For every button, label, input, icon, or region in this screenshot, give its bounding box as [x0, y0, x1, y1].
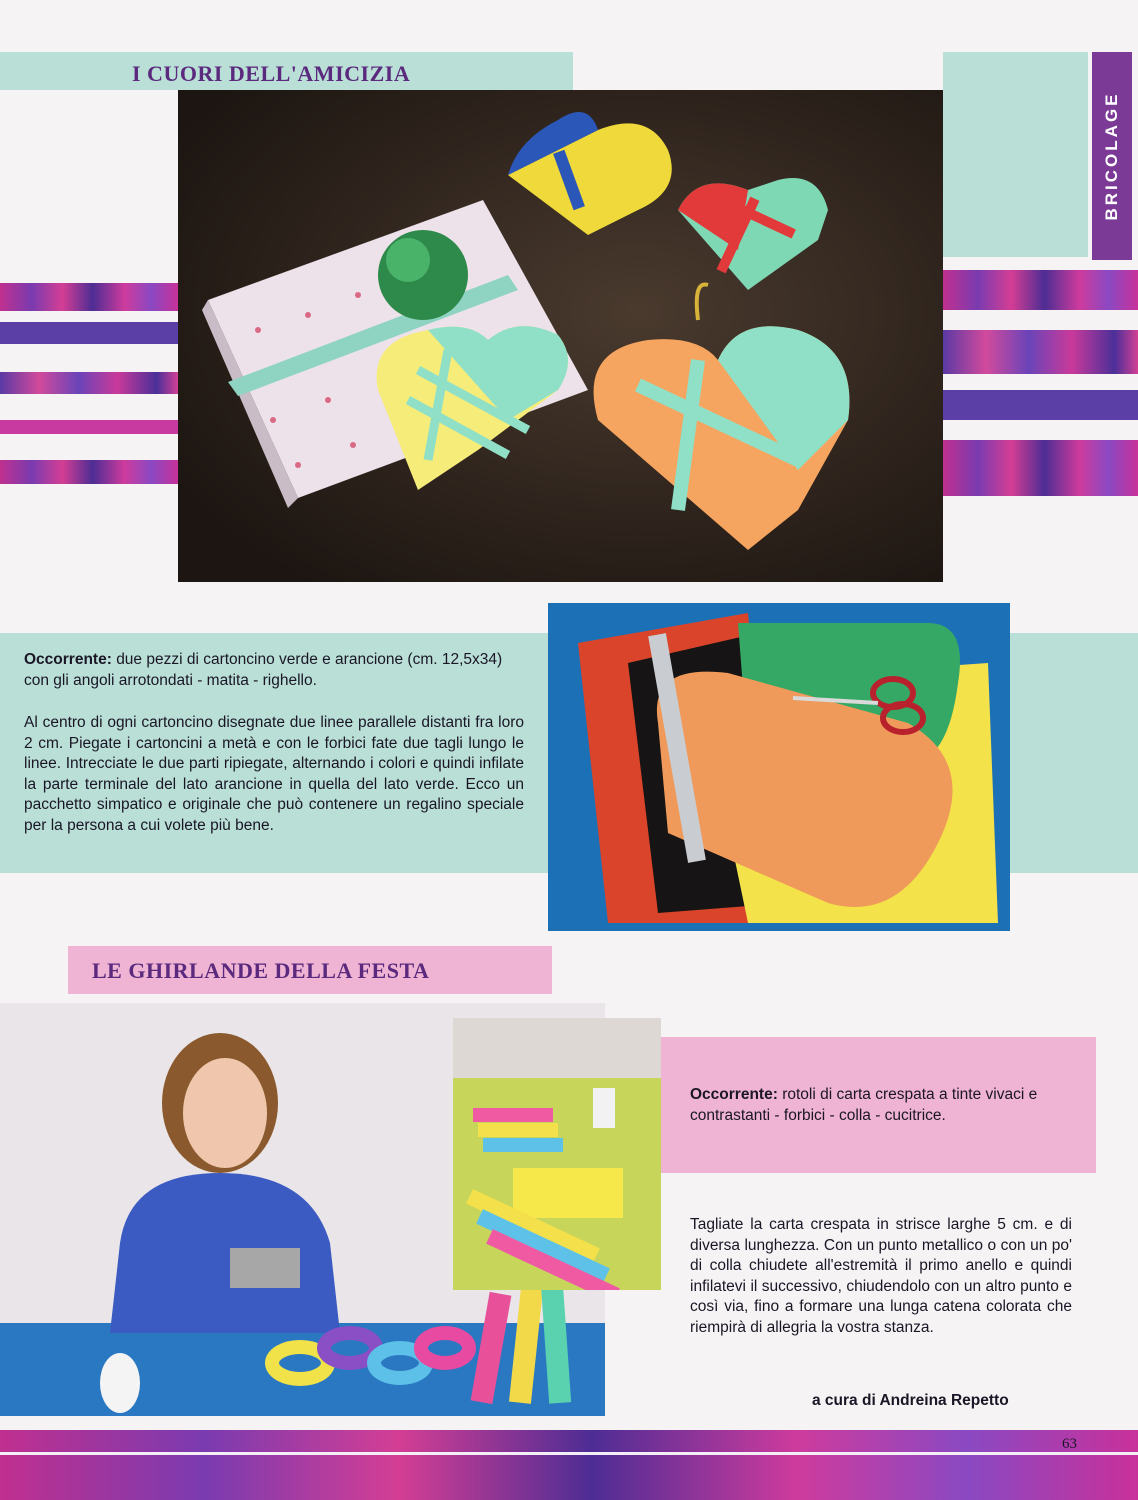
crepe-paper-photo	[453, 1018, 661, 1290]
marble-stripe-left-1	[0, 283, 178, 311]
hearts-photo-illustration	[178, 90, 943, 582]
mint-right-strip	[1010, 633, 1138, 873]
marble-stripe-right-4	[943, 440, 1138, 496]
article1-title: I CUORI DELL'AMICIZIA	[132, 61, 411, 86]
marble-stripe-left-5	[0, 460, 178, 484]
section-tag-label: BRICOLAGE	[1102, 91, 1121, 221]
crepe-paper-illustration	[453, 1018, 661, 1290]
article2-materials-label: Occorrente:	[690, 1086, 778, 1103]
article1-instructions: Al centro di ogni cartoncino disegnate due linee parallele distanti fra loro 2 cm. Piegate i cartoncini a metà e con le forbici fate due tagli lungo le linee. Intrecciate le due parti ripiegate, alternando i colori e quindi infilate la parte terminale del lato arancione in quella del lato verde. Ecco un pacchetto simpatico e originale che può contenere un regalino speciale per la persona a cui volete più bene.	[24, 714, 524, 834]
bottom-white-line	[0, 1452, 1138, 1455]
article2-materials-text: rotoli di carta crespata a tinte vivaci e contrastanti - forbici - colla - cucitrice.	[690, 1086, 1038, 1124]
article2-instructions: Tagliate la carta crespata in strisce larghe 5 cm. e di diversa lunghezza. Con un punto metallico o con un po' di colla chiudete all'estremità il primo anello e quindi infilatevi il successivo, chiudendolo con un altro punto e così via, fino a formare una lunga catena colorata che riempirà di allegria la vostra stanza.	[690, 1216, 1072, 1336]
article1-materials-text: due pezzi di cartoncino verde e arancione (cm. 12,5x34) con gli angoli arrotondati - matita - righello.	[24, 651, 503, 689]
stripe-left-4	[0, 420, 178, 434]
article2-title: LE GHIRLANDE DELLA FESTA	[92, 958, 430, 983]
marble-stripe-right-2	[943, 330, 1138, 374]
article1-materials	[24, 650, 524, 691]
mint-right-block	[943, 52, 1088, 257]
paper-pieces-illustration	[548, 603, 1010, 931]
article1-materials-label: Occorrente:	[24, 651, 112, 668]
paper-pieces-photo	[548, 603, 1010, 931]
article2-credit: a cura di Andreina Repetto	[812, 1392, 1009, 1409]
marble-bottom-band	[0, 1430, 1138, 1500]
article2-materials	[690, 1085, 1074, 1126]
hearts-photo	[178, 90, 943, 582]
stripe-right-3	[943, 390, 1138, 420]
page-number: 63	[1062, 1436, 1077, 1452]
marble-stripe-right-1	[943, 270, 1138, 310]
section-tag	[1092, 52, 1132, 260]
marble-stripe-left-3	[0, 372, 178, 394]
stripe-left-2	[0, 322, 178, 344]
